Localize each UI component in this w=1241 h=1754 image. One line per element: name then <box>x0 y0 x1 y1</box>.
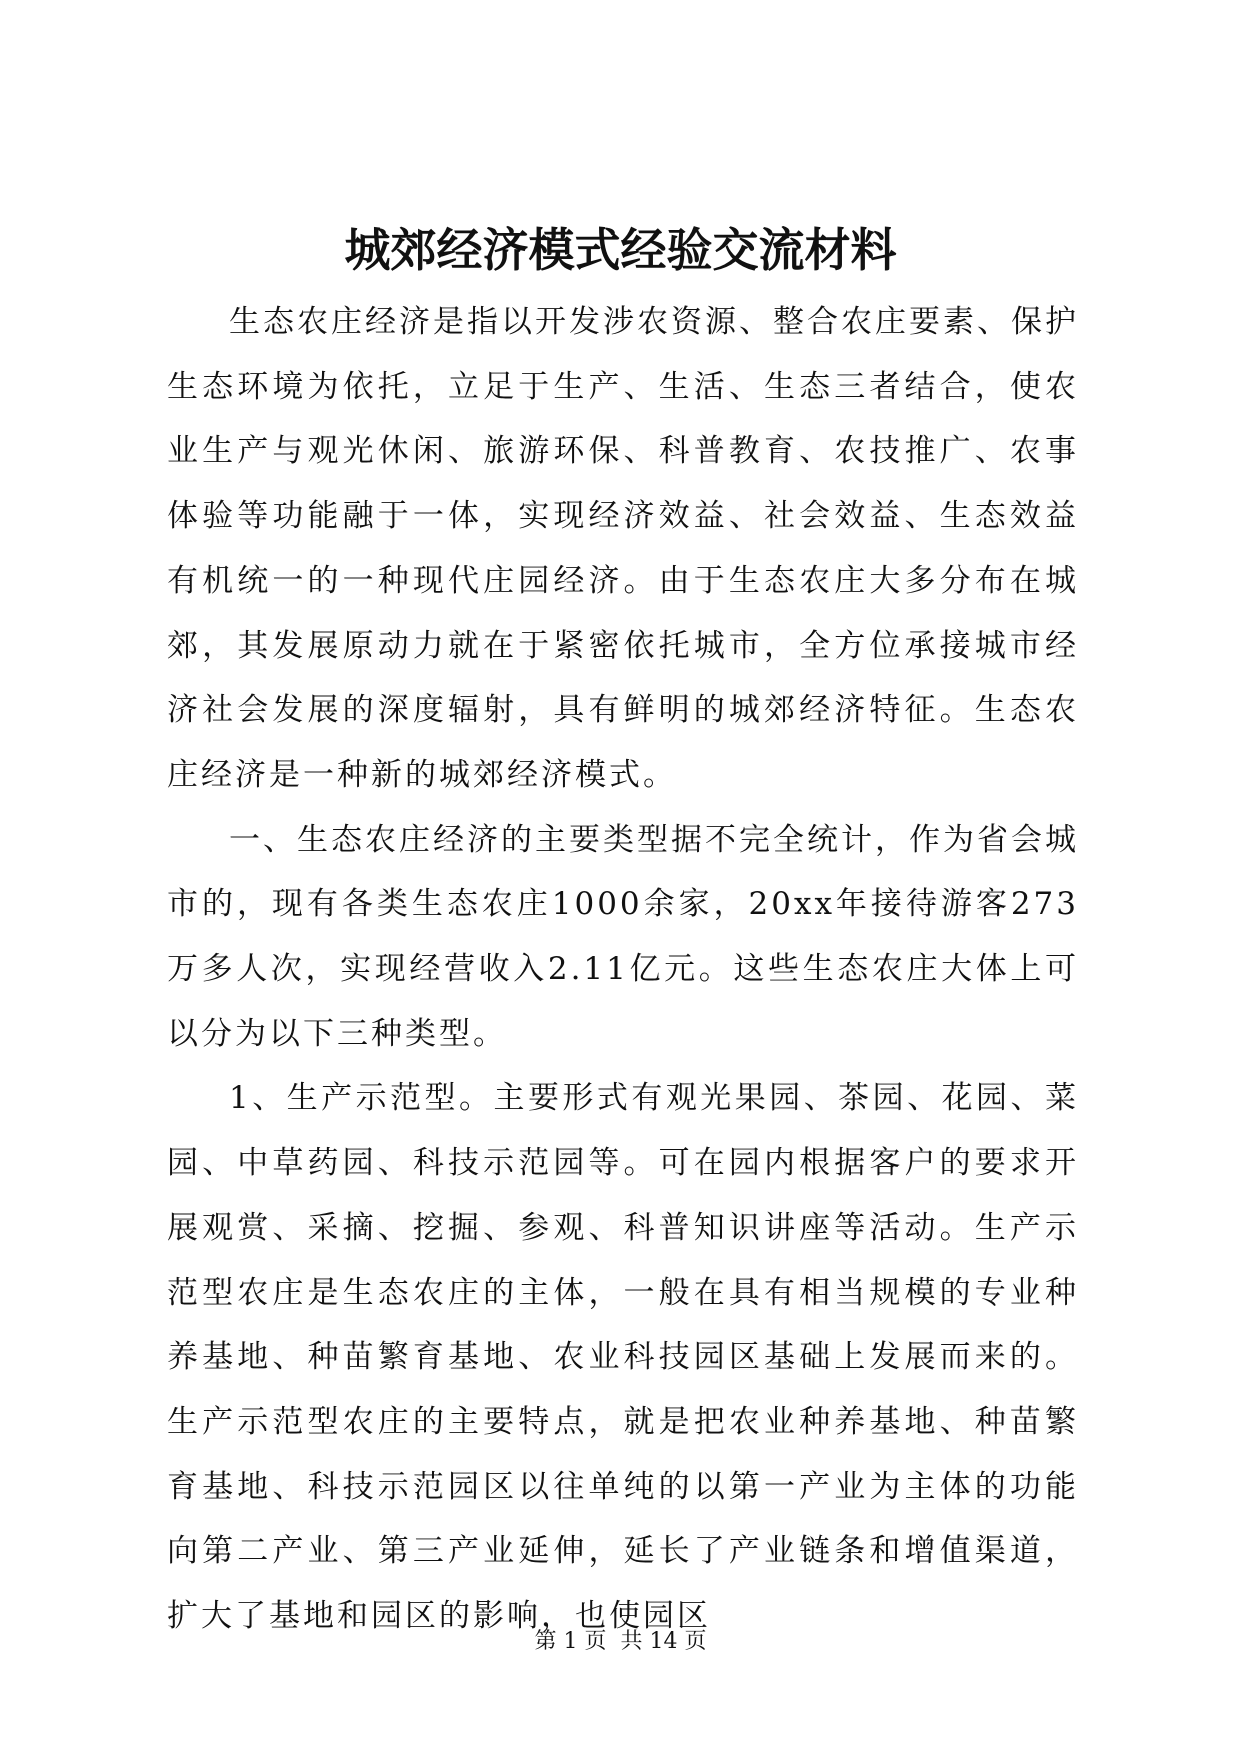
paragraph-production-demo: 1、生产示范型。主要形式有观光果园、茶园、花园、菜园、中草药园、科技示范园等。可在园内根据客户的要求开展观赏、采摘、挖掘、参观、科普知识讲座等活动。生产示范型农庄是生态农庄的主体，一般在具有相当规模的专业种养基地、种苗繁育基地、农业科技园区基础上发展而来的。生产示范型农庄的主要特点，就是把农业种养基地、种苗繁育基地、科技示范园区以往单纯的以第一产业为主体的功能向第二产业、第三产业延伸，延长了产业链条和增值渠道，扩大了基地和园区的影响，也使园区 <box>167 1080 1079 1635</box>
paragraph-section-one: 一、生态农庄经济的主要类型据不完全统计，作为省会城市的，现有各类生态农庄1000余家，20xx年接待游客273万多人次，实现经营收入2.11亿元。这些生态农庄大体上可以分为以下三种类型。 <box>167 821 1079 1052</box>
document-body <box>167 290 1079 1649</box>
document-title: 城郊经济模式经验交流材料 <box>344 223 897 277</box>
page-number-label: 第 1 页 共 14 页 <box>534 1629 707 1654</box>
paragraph-intro: 生态农庄经济是指以开发涉农资源、整合农庄要素、保护生态环境为依托，立足于生产、生活、生态三者结合，使农业生产与观光休闲、旅游环保、科普教育、农技推广、农事体验等功能融于一体，实现经济效益、社会效益、生态效益有机统一的一种现代庄园经济。由于生态农庄大多分布在城郊，其发展原动力就在于紧密依托城市，全方位承接城市经济社会发展的深度辐射，具有鲜明的城郊经济特征。生态农庄经济是一种新的城郊经济模式。 <box>167 304 1079 793</box>
page-footer <box>0 1627 1241 1657</box>
